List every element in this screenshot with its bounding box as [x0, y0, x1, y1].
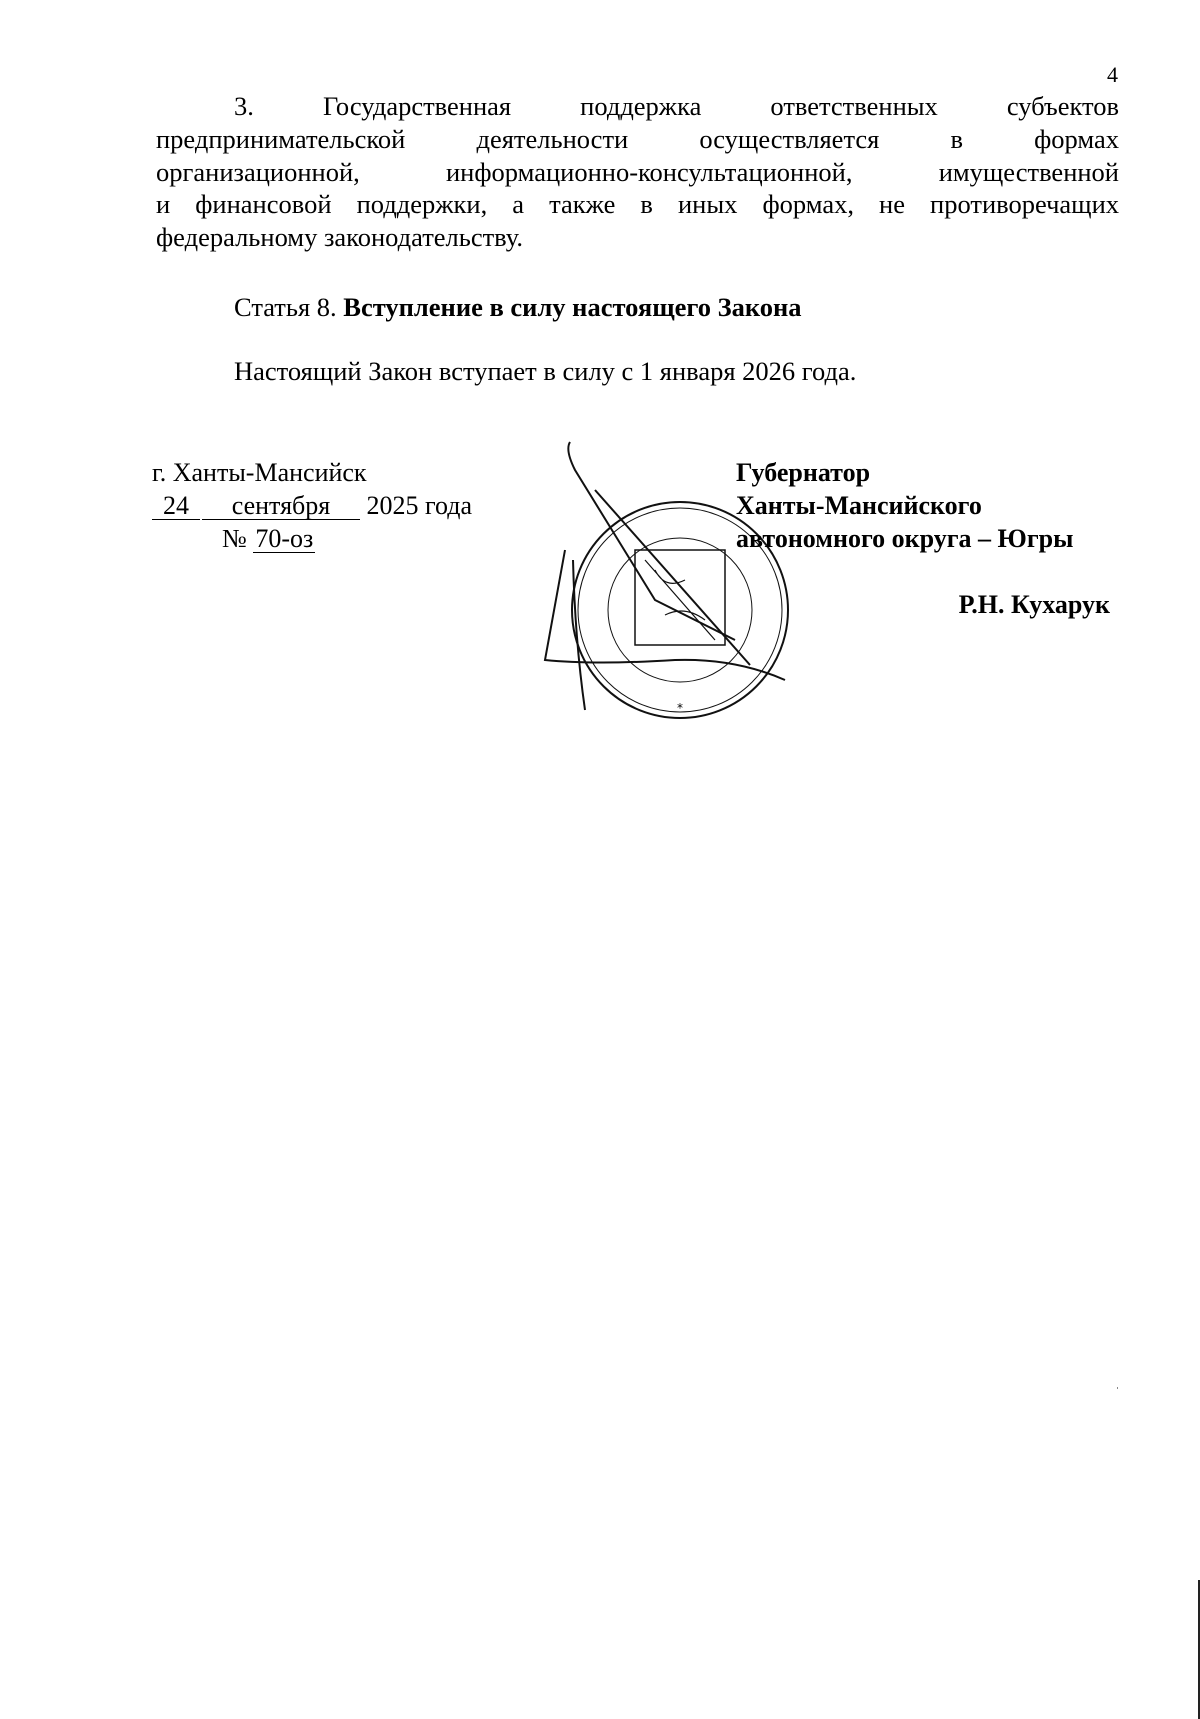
city: г. Ханты-Мансийск: [152, 458, 367, 487]
position-line-1: Губернатор: [736, 458, 871, 487]
place-date-block: [152, 456, 472, 555]
page-number: 4: [1107, 62, 1118, 87]
position-line-3: автономного округа – Югры: [736, 524, 1074, 553]
law-number-line: [152, 522, 472, 555]
paragraph-line: организационной, информационно-консультационной, имущественной: [156, 156, 1119, 187]
article-label: Статья 8.: [234, 292, 337, 322]
date-day: 24: [152, 493, 200, 520]
date-year: 2025 года: [366, 491, 473, 520]
article-8-heading: [234, 292, 802, 323]
law-number: 70-оз: [253, 526, 315, 553]
paragraph-line: предпринимательской деятельности осуществляется в формах: [156, 123, 1119, 154]
scan-speck: [1117, 1387, 1118, 1389]
paragraph-3: [156, 90, 1119, 254]
number-sign: №: [222, 524, 247, 553]
article-title: Вступление в силу настоящего Закона: [343, 292, 802, 322]
article-8-text: Настоящий Закон вступает в силу с 1 января 2026 года.: [234, 356, 857, 386]
governor-name: Р.Н. Кухарук: [958, 590, 1110, 619]
date-line: [152, 489, 472, 522]
paragraph-line: 3. Государственная поддержка ответственных субъектов: [234, 91, 1119, 121]
paragraph-line: и финансовой поддержки, а также в иных формах, не противоречащих: [156, 189, 1119, 220]
date-month: сентября: [202, 493, 360, 520]
scan-edge-mark: [1198, 1580, 1200, 1719]
position-line-2: Ханты-Мансийского: [736, 491, 982, 520]
paragraph-line: федеральному законодательству.: [156, 222, 524, 253]
governor-title-block: [736, 456, 1073, 555]
svg-text:*: *: [677, 701, 683, 715]
